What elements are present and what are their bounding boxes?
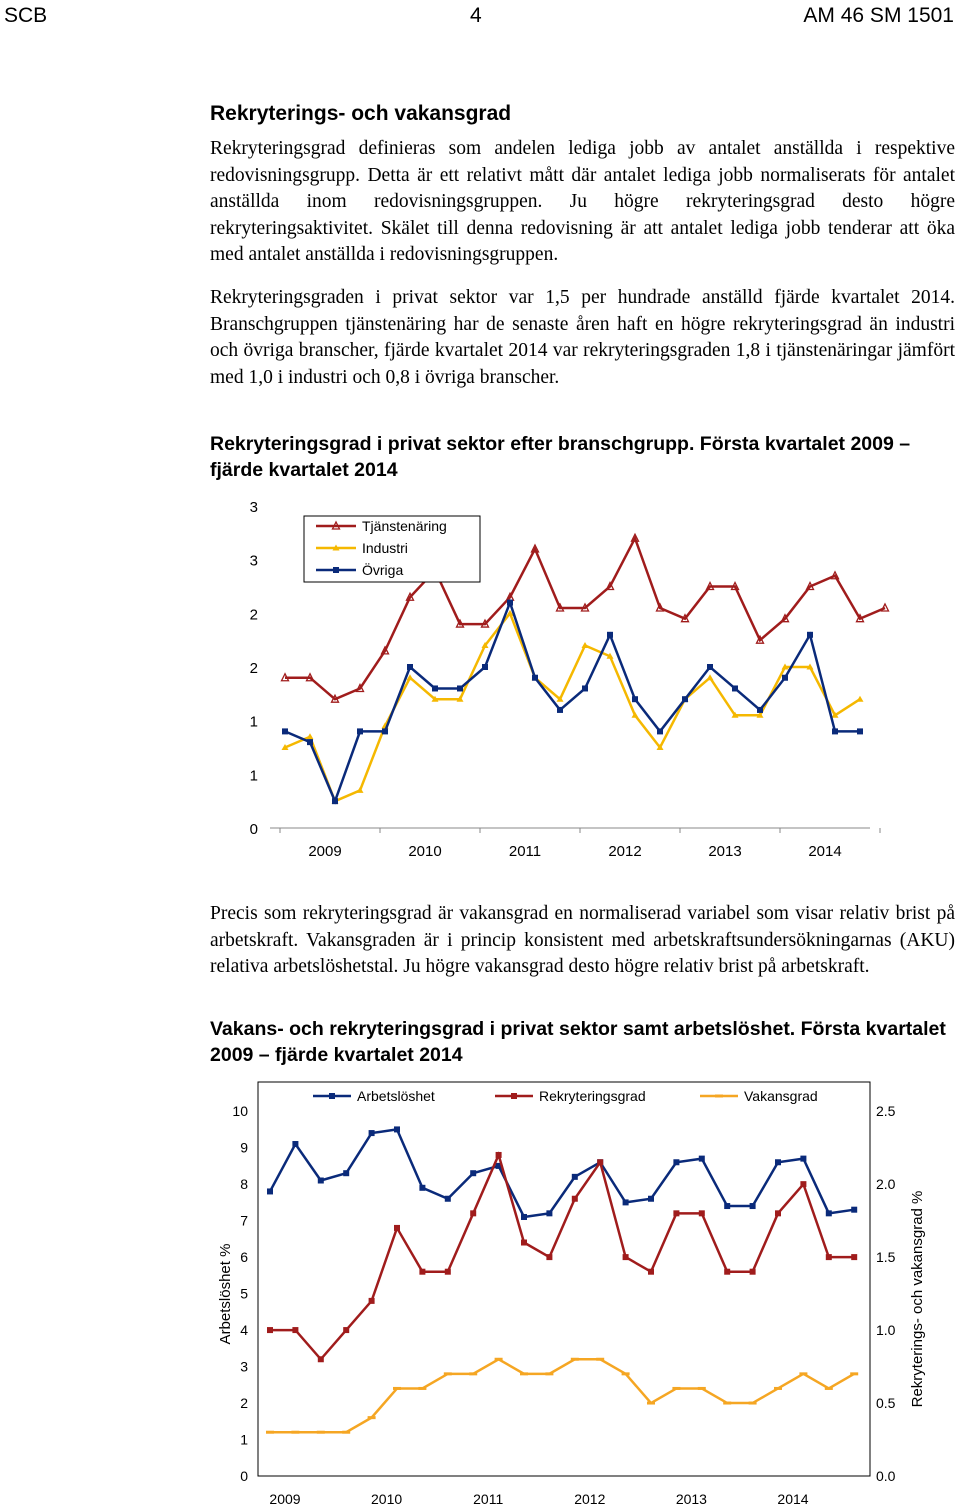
data-point-arbetslöshet <box>343 1170 349 1176</box>
data-point-övriga <box>807 632 813 638</box>
y-axis-left-title: Arbetslöshet % <box>217 1243 234 1345</box>
data-point-arbetslöshet <box>318 1178 324 1184</box>
data-point-rekryteringsgrad <box>724 1269 730 1275</box>
data-point-vakansgrad <box>495 1358 503 1361</box>
data-point-rekryteringsgrad <box>445 1269 451 1275</box>
data-point-rekryteringsgrad <box>648 1269 654 1275</box>
data-point-rekryteringsgrad <box>546 1254 552 1260</box>
data-point-arbetslöshet <box>750 1203 756 1209</box>
data-point-övriga <box>832 728 838 734</box>
legend-label-rekryteringsgrad: Rekryteringsgrad <box>539 1088 646 1104</box>
data-point-övriga <box>582 685 588 691</box>
y-right-tick-label: 0.5 <box>876 1395 896 1412</box>
data-point-arbetslöshet <box>394 1126 400 1132</box>
data-point-arbetslöshet <box>546 1210 552 1216</box>
data-point-vakansgrad <box>622 1372 630 1375</box>
data-point-vakansgrad <box>545 1372 553 1375</box>
data-point-vakansgrad <box>469 1372 477 1375</box>
data-point-rekryteringsgrad <box>292 1327 298 1333</box>
data-point-rekryteringsgrad <box>623 1254 629 1260</box>
data-point-vakansgrad <box>571 1358 579 1361</box>
y-tick-label: 3 <box>249 552 258 570</box>
series-line-övriga <box>285 603 860 802</box>
data-point-rekryteringsgrad <box>699 1210 705 1216</box>
data-point-industri <box>582 642 589 648</box>
data-point-arbetslöshet <box>267 1188 273 1194</box>
data-point-vakansgrad <box>368 1416 376 1419</box>
data-point-övriga <box>757 707 763 713</box>
data-point-arbetslöshet <box>521 1214 527 1220</box>
data-point-övriga <box>457 685 463 691</box>
data-point-arbetslöshet <box>419 1185 425 1191</box>
data-point-arbetslöshet <box>800 1156 806 1162</box>
data-point-industri <box>357 787 364 793</box>
data-point-rekryteringsgrad <box>851 1254 857 1260</box>
data-point-rekryteringsgrad <box>521 1240 527 1246</box>
legend-marker-rekryteringsgrad <box>511 1093 517 1099</box>
legend-marker-övriga <box>333 567 339 573</box>
data-point-rekryteringsgrad <box>369 1298 375 1304</box>
data-point-övriga <box>782 675 788 681</box>
y-right-tick-label: 0.0 <box>876 1468 896 1484</box>
header-org: SCB <box>4 4 48 27</box>
y-left-tick-label: 5 <box>240 1285 248 1302</box>
data-point-övriga <box>857 728 863 734</box>
x-tick-label: 2012 <box>574 1491 606 1507</box>
data-point-arbetslöshet <box>292 1141 298 1147</box>
chart-rekryteringsgrad-bransch <box>210 490 910 870</box>
y-right-tick-label: 2.5 <box>876 1103 896 1120</box>
y-left-tick-label: 10 <box>232 1103 248 1120</box>
data-point-rekryteringsgrad <box>597 1159 603 1165</box>
series-line-rekryteringsgrad <box>270 1155 854 1359</box>
data-point-rekryteringsgrad <box>673 1210 679 1216</box>
data-point-arbetslöshet <box>775 1159 781 1165</box>
data-point-tjänstenäring <box>882 604 889 611</box>
x-tick-label: 2014 <box>777 1491 809 1507</box>
data-point-rekryteringsgrad <box>343 1327 349 1333</box>
data-point-övriga <box>407 664 413 670</box>
data-point-arbetslöshet <box>369 1130 375 1136</box>
data-point-industri <box>707 674 714 680</box>
data-point-övriga <box>707 664 713 670</box>
y-tick-label: 1 <box>249 767 258 785</box>
x-tick-label: 2011 <box>508 843 542 860</box>
y-axis-right-title: Rekryterings- och vakansgrad % <box>909 1190 926 1408</box>
section-title: Rekryterings- och vakansgrad <box>210 102 512 125</box>
y-left-tick-label: 8 <box>240 1176 248 1193</box>
x-tick-label: 2012 <box>608 843 642 860</box>
data-point-industri <box>307 733 314 739</box>
data-point-vakansgrad <box>317 1431 325 1434</box>
data-point-övriga <box>307 739 313 745</box>
x-tick-label: 2013 <box>675 1491 707 1507</box>
data-point-arbetslöshet <box>648 1196 654 1202</box>
data-point-vakansgrad <box>749 1402 757 1405</box>
data-point-vakansgrad <box>850 1372 858 1375</box>
header-report-id: AM 46 SM 1501 <box>803 4 954 27</box>
data-point-arbetslöshet <box>572 1174 578 1180</box>
data-point-rekryteringsgrad <box>496 1152 502 1158</box>
data-point-övriga <box>332 798 338 804</box>
data-point-vakansgrad <box>418 1387 426 1390</box>
x-tick-label: 2010 <box>371 1491 403 1507</box>
data-point-vakansgrad <box>825 1387 833 1390</box>
data-point-övriga <box>732 685 738 691</box>
y-tick-label: 0 <box>249 821 258 838</box>
data-point-rekryteringsgrad <box>419 1269 425 1275</box>
y-tick-label: 1 <box>249 713 258 731</box>
series-line-vakansgrad <box>270 1359 854 1432</box>
data-point-vakansgrad <box>799 1372 807 1375</box>
data-point-arbetslöshet <box>673 1159 679 1165</box>
legend-label-industri: Industri <box>362 540 408 556</box>
y-left-tick-label: 9 <box>240 1139 248 1156</box>
y-right-tick-label: 1.5 <box>876 1249 896 1266</box>
y-left-tick-label: 0 <box>240 1468 248 1484</box>
data-point-vakansgrad <box>393 1387 401 1390</box>
x-tick-label: 2013 <box>708 843 742 860</box>
data-point-vakansgrad <box>520 1372 528 1375</box>
legend-marker-arbetslöshet <box>329 1093 335 1099</box>
data-point-industri <box>857 696 864 702</box>
chart2-caption: Vakans- och rekryteringsgrad i privat sektor samt arbetslöshet. Första kvartalet 2009 – fjärde kvartalet 2014 <box>210 1018 946 1066</box>
data-point-arbetslöshet <box>699 1156 705 1162</box>
paragraph-definition: Rekryteringsgrad definieras som andelen lediga jobb av antalet anställda i respektive redovisningsgrupp. Detta är ett relativt mått där antalet lediga jobb normaliserats för antalet anställda inom redovisningsgruppen. Ju högre rekryteringsgrad desto högre rekryteringsaktivitet. Skälet till denna redovisning är att antalet lediga jobb tenderar att öka med antalet anställda i redovisningsgruppen. <box>210 138 955 265</box>
plot-area <box>258 1082 870 1476</box>
data-point-vakansgrad <box>596 1358 604 1361</box>
page-header <box>0 0 960 34</box>
x-tick-label: 2014 <box>808 843 842 860</box>
data-point-övriga <box>507 600 513 606</box>
y-left-tick-label: 7 <box>240 1212 248 1229</box>
legend-label-tjänstenäring: Tjänstenäring <box>362 518 447 534</box>
data-point-övriga <box>657 728 663 734</box>
data-point-övriga <box>482 664 488 670</box>
data-point-övriga <box>282 728 288 734</box>
data-point-vakansgrad <box>342 1431 350 1434</box>
data-point-övriga <box>532 675 538 681</box>
legend-label-arbetslöshet: Arbetslöshet <box>357 1088 435 1104</box>
x-tick-label: 2009 <box>269 1491 301 1507</box>
y-left-tick-label: 4 <box>240 1322 248 1339</box>
y-left-tick-label: 6 <box>240 1249 248 1266</box>
data-point-vakansgrad <box>698 1387 706 1390</box>
data-point-arbetslöshet <box>826 1210 832 1216</box>
x-tick-label: 2010 <box>408 843 442 860</box>
legend-label-övriga: Övriga <box>362 562 404 578</box>
data-point-vakansgrad <box>647 1402 655 1405</box>
data-point-rekryteringsgrad <box>394 1225 400 1231</box>
data-point-övriga <box>357 728 363 734</box>
x-tick-label: 2009 <box>308 843 342 860</box>
y-tick-label: 3 <box>249 499 258 516</box>
data-point-övriga <box>632 696 638 702</box>
y-right-tick-label: 1.0 <box>876 1322 896 1339</box>
y-left-tick-label: 2 <box>240 1395 248 1412</box>
chart-vakans-rekrytering-arbetsloshet <box>200 1075 960 1509</box>
data-point-vakansgrad <box>774 1387 782 1390</box>
data-point-övriga <box>607 632 613 638</box>
data-point-rekryteringsgrad <box>775 1210 781 1216</box>
x-tick-label: 2011 <box>473 1491 504 1507</box>
data-point-vakansgrad <box>291 1431 299 1434</box>
chart1-caption: Rekryteringsgrad i privat sektor efter branschgrupp. Första kvartalet 2009 – fjärde kvartalet 2014 <box>210 433 911 481</box>
data-point-övriga <box>382 728 388 734</box>
data-point-rekryteringsgrad <box>470 1210 476 1216</box>
data-point-vakansgrad <box>672 1387 680 1390</box>
series-line-industri <box>285 613 860 801</box>
data-point-arbetslöshet <box>445 1196 451 1202</box>
data-point-rekryteringsgrad <box>318 1356 324 1362</box>
data-point-övriga <box>432 685 438 691</box>
data-point-rekryteringsgrad <box>826 1254 832 1260</box>
legend-label-vakansgrad: Vakansgrad <box>744 1088 818 1104</box>
data-point-rekryteringsgrad <box>800 1181 806 1187</box>
legend-marker-vakansgrad <box>715 1095 723 1098</box>
data-point-arbetslöshet <box>724 1203 730 1209</box>
y-right-tick-label: 2.0 <box>876 1176 896 1193</box>
data-point-arbetslöshet <box>851 1207 857 1213</box>
data-point-övriga <box>557 707 563 713</box>
data-point-vakansgrad <box>266 1431 274 1434</box>
data-point-rekryteringsgrad <box>572 1196 578 1202</box>
data-point-arbetslöshet <box>623 1199 629 1205</box>
y-tick-label: 2 <box>249 606 258 624</box>
data-point-övriga <box>682 696 688 702</box>
y-tick-label: 2 <box>249 660 258 677</box>
header-page-number: 4 <box>470 4 482 27</box>
data-point-vakansgrad <box>444 1372 452 1375</box>
data-point-vakansgrad <box>723 1402 731 1405</box>
data-point-rekryteringsgrad <box>267 1327 273 1333</box>
paragraph-vakansgrad: Precis som rekryteringsgrad är vakansgrad en normaliserad variabel som visar relativ brist på arbetskraft. Vakansgraden är i princip konsistent med arbetskraftsundersökningarnas (AKU) relativa arbetslöshetstal. Ju högre vakansgrad desto högre relativ brist på arbetskraft. <box>210 903 955 977</box>
data-point-rekryteringsgrad <box>750 1269 756 1275</box>
series-line-arbetslöshet <box>270 1129 854 1217</box>
paragraph-private-sector: Rekryteringsgraden i privat sektor var 1,5 per hundrade anställd fjärde kvartalet 2014. Branschgruppen tjänstenäring har de senaste åren haft en högre rekryteringsgrad än industri och övriga branscher, fjärde kvartalet 2014 var rekryteringsgraden 1,8 i tjänstenäringar jämfört med 1,0 i industri och 0,8 i övriga branscher. <box>210 287 955 388</box>
y-left-tick-label: 3 <box>240 1358 248 1375</box>
y-left-tick-label: 1 <box>240 1431 248 1448</box>
data-point-arbetslöshet <box>470 1170 476 1176</box>
